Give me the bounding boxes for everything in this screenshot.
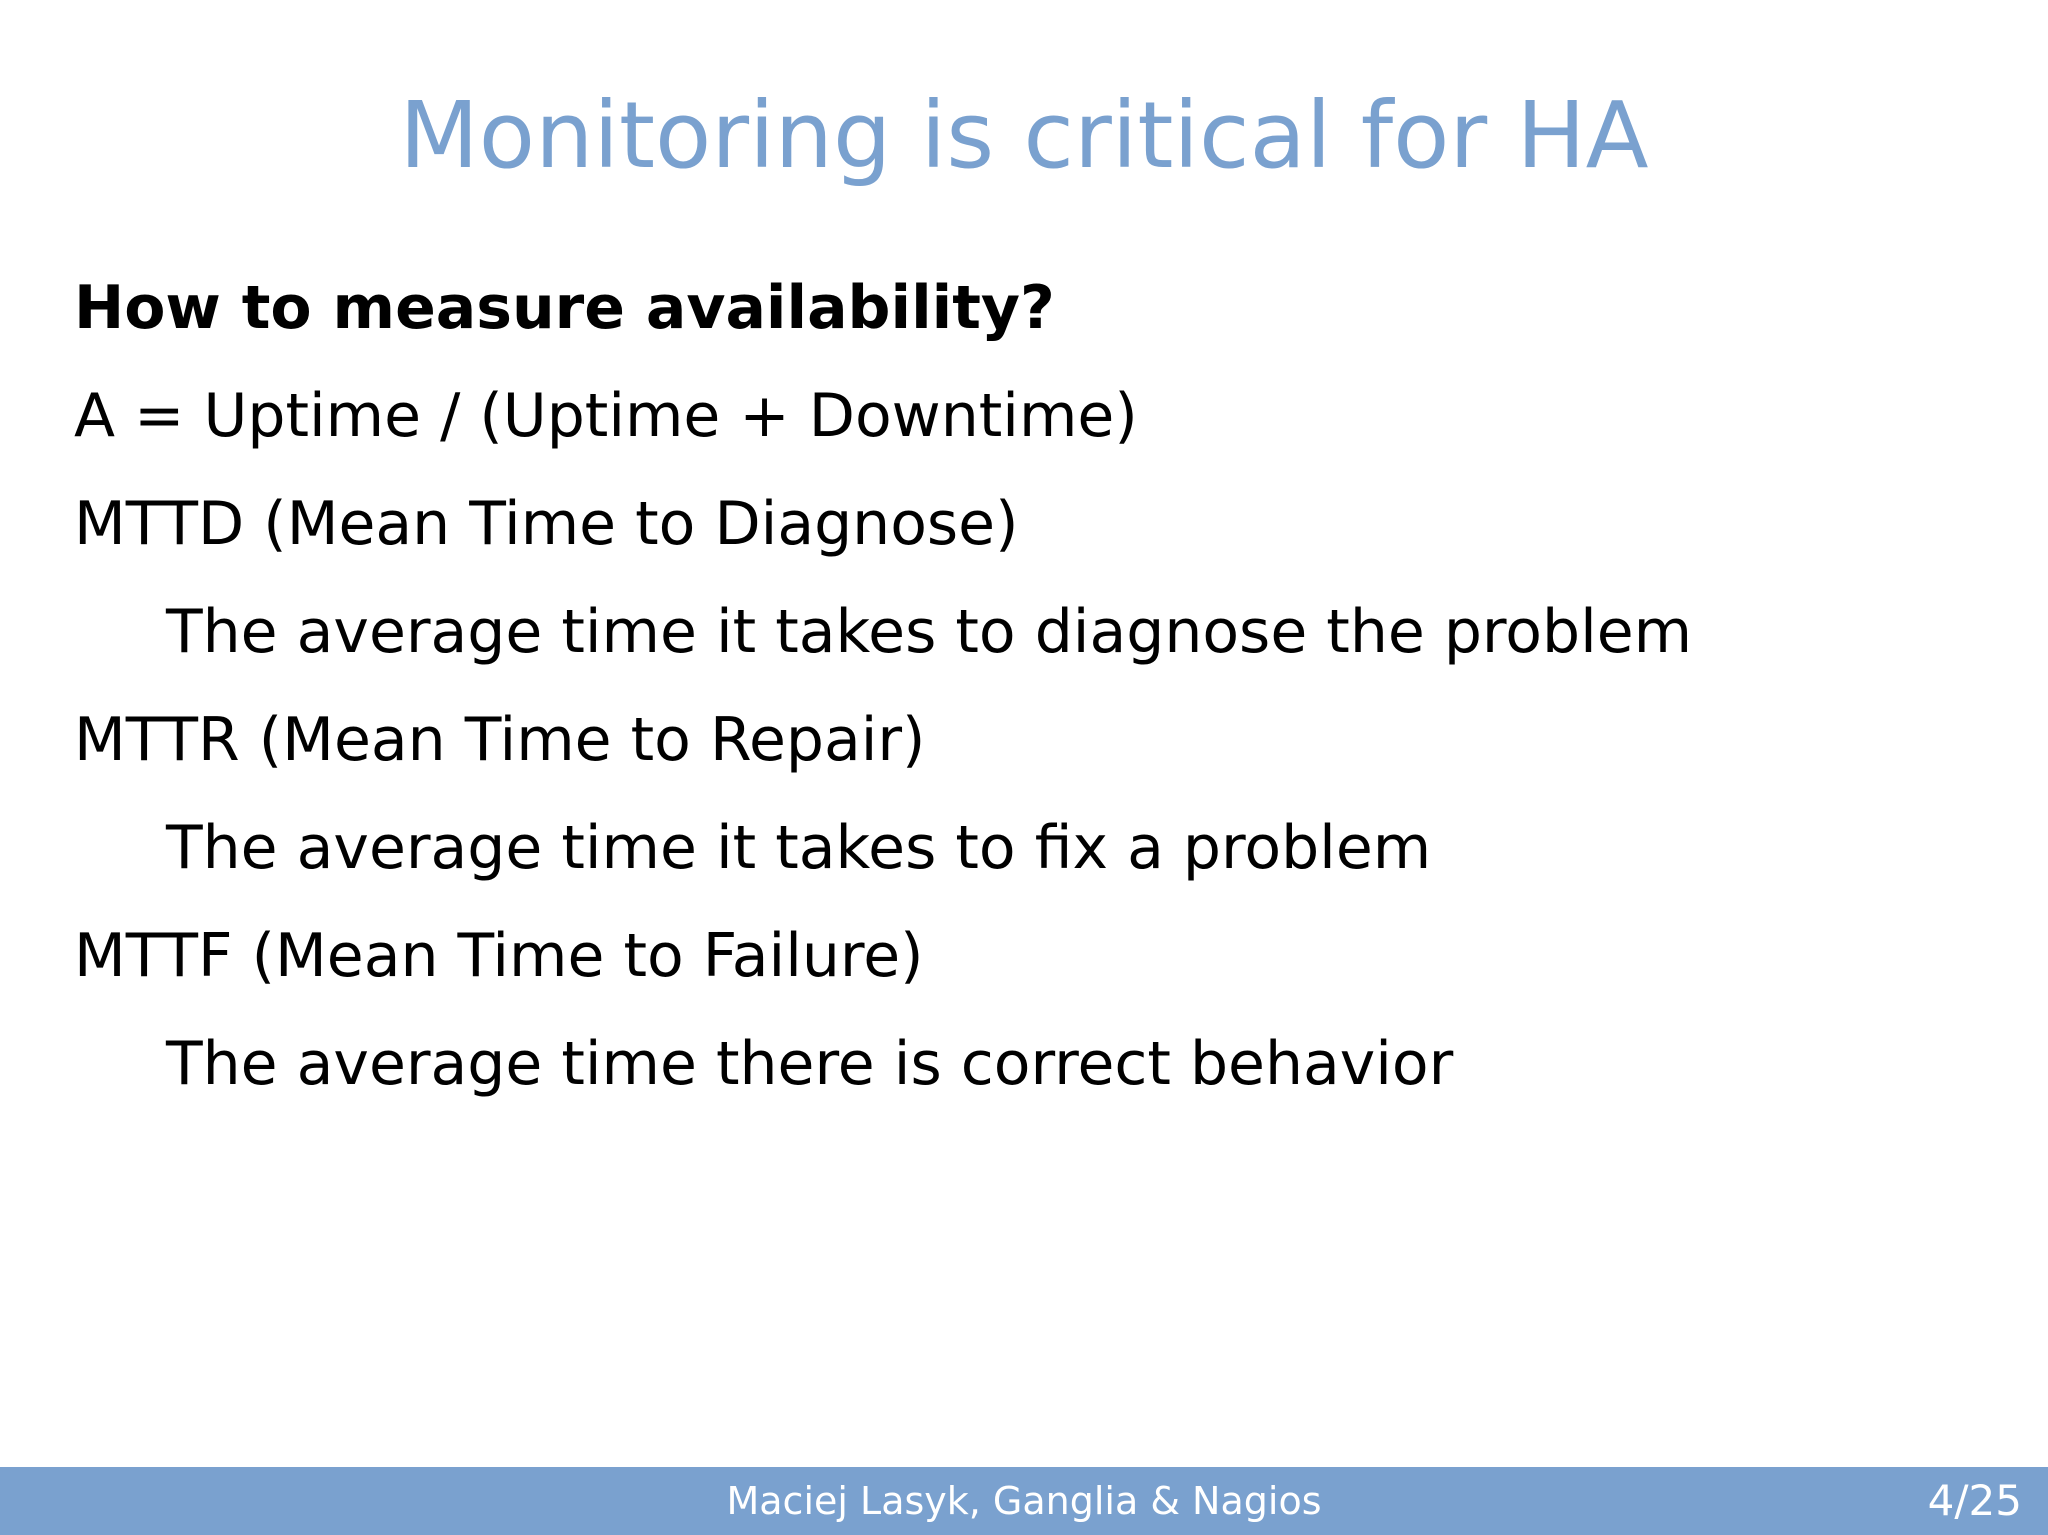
description-mttr: The average time it takes to fix a problem bbox=[166, 813, 1432, 883]
content-heading: How to measure availability? bbox=[74, 273, 1055, 343]
term-mttd: MTTD (Mean Time to Diagnose) bbox=[74, 489, 1019, 559]
page-number: 4/25 bbox=[1927, 1476, 2022, 1525]
footer-bar bbox=[0, 1467, 2048, 1535]
footer-author: Maciej Lasyk, Ganglia & Nagios bbox=[726, 1479, 1322, 1523]
term-mttf: MTTF (Mean Time to Failure) bbox=[74, 921, 924, 991]
slide-title: Monitoring is critical for HA bbox=[399, 82, 1649, 189]
term-mttr: MTTR (Mean Time to Repair) bbox=[74, 705, 926, 775]
description-mttd: The average time it takes to diagnose the problem bbox=[166, 597, 1693, 667]
availability-formula: A = Uptime / (Uptime + Downtime) bbox=[74, 381, 1138, 451]
description-mttf: The average time there is correct behavior bbox=[166, 1029, 1454, 1099]
